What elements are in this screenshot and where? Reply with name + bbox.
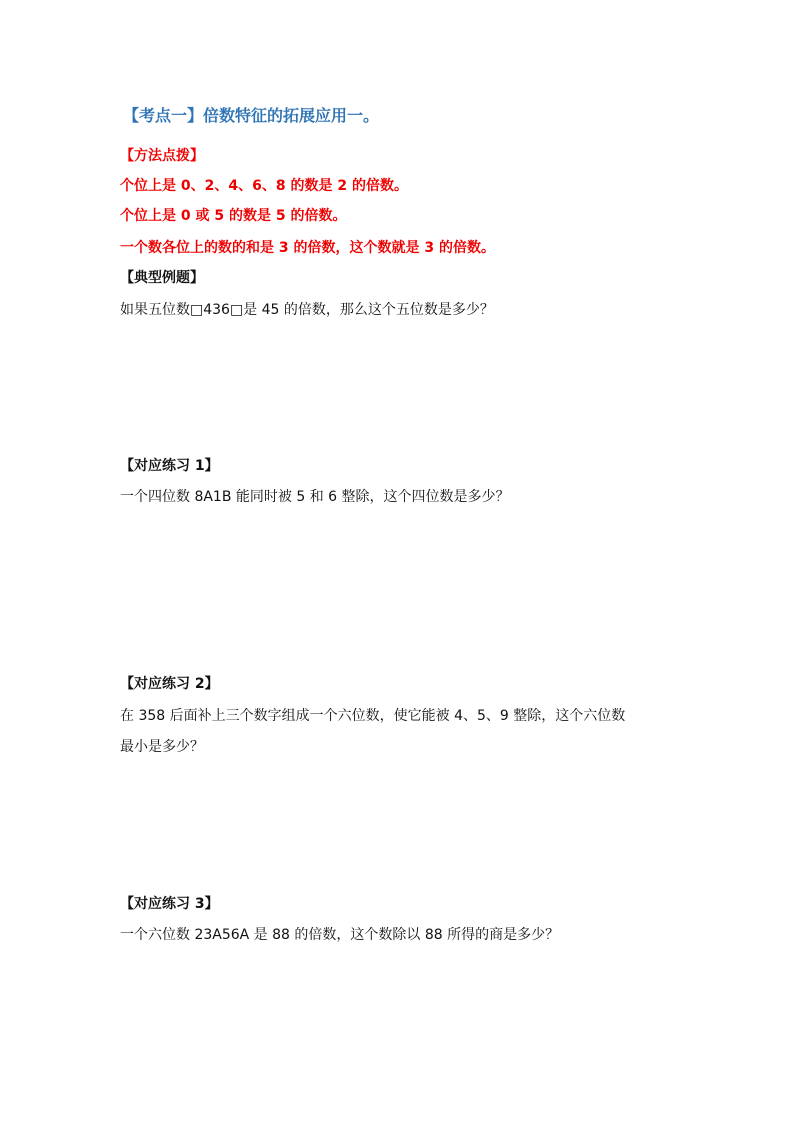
section-title: 【考点一】倍数特征的拓展应用一。 [123, 106, 380, 125]
rule-2-multiples: 个位上是 0、2、4、6、8 的数是 2 的倍数。 [120, 178, 408, 194]
rule-5-multiples: 个位上是 0 或 5 的数是 5 的倍数。 [120, 208, 347, 224]
example-question: 如果五位数□436□是 45 的倍数，那么这个五位数是多少？ [120, 302, 494, 318]
exercise-1-label: 【对应练习 1】 [120, 458, 219, 474]
exercise-1-question: 一个四位数 8A1B 能同时被 5 和 6 整除，这个四位数是多少？ [120, 489, 510, 505]
exercise-2-question-line-2: 最小是多少？ [120, 739, 204, 755]
exercise-3-label: 【对应练习 3】 [120, 896, 219, 912]
exercise-2-label: 【对应练习 2】 [120, 676, 219, 692]
exercise-2-question-line-1: 在 358 后面补上三个数字组成一个六位数，使它能被 4、5、9 整除，这个六位数 [120, 708, 626, 724]
method-label: 【方法点拨】 [120, 148, 204, 164]
example-label: 【典型例题】 [120, 270, 204, 286]
rule-3-multiples: 一个数各位上的数的和是 3 的倍数，这个数就是 3 的倍数。 [120, 240, 495, 256]
exercise-3-question: 一个六位数 23A56A 是 88 的倍数，这个数除以 88 所得的商是多少？ [120, 927, 560, 943]
